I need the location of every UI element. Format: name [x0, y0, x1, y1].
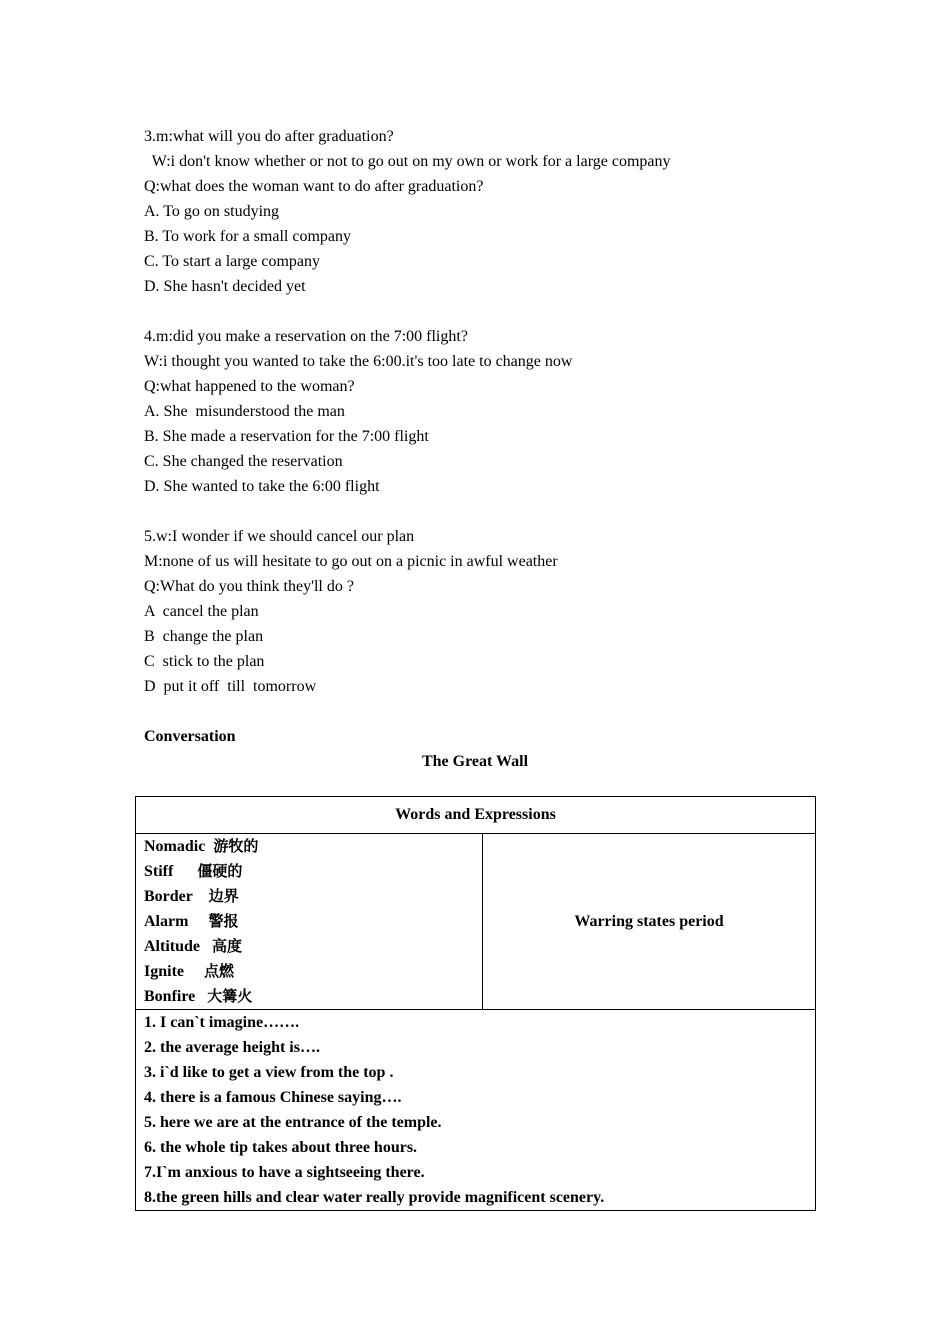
question-line: Q:what happened to the woman?	[144, 378, 355, 395]
answer-option: D put it off till tomorrow	[144, 678, 317, 695]
vocab-word: Altitude	[144, 938, 200, 955]
phrases-cell	[136, 1010, 816, 1211]
answer-option: B. To work for a small company	[144, 228, 351, 245]
vocab-translation: 高度	[212, 937, 243, 955]
answer-option: B change the plan	[144, 628, 264, 645]
vocab-translation: 警报	[208, 912, 239, 930]
phrase-item: 2. the average height is….	[144, 1039, 320, 1056]
question-5	[144, 524, 824, 699]
conversation-title: The Great Wall	[421, 753, 529, 770]
vocab-item	[144, 834, 482, 859]
question-3	[144, 124, 824, 299]
phrase-item: 6. the whole tip takes about three hours.	[144, 1139, 418, 1156]
vocab-item	[144, 959, 482, 984]
vocab-item	[144, 934, 482, 959]
vocab-word: Bonfire	[144, 988, 196, 1005]
answer-option: A. To go on studying	[144, 203, 280, 220]
phrase-item: 7.I`m anxious to have a sightseeing there.	[144, 1164, 425, 1181]
vocab-word: Ignite	[144, 963, 184, 980]
vocab-gap	[195, 988, 207, 1005]
words-table	[135, 796, 816, 1211]
table-header: Words and Expressions	[136, 797, 816, 834]
question-line: 3.m:what will you do after graduation?	[144, 128, 394, 145]
phrase-item: 3. i`d like to get a view from the top .	[144, 1064, 394, 1081]
phrase-item: 1. I can`t imagine…….	[144, 1014, 300, 1031]
phrase-item: 8.the green hills and clear water really provide magnificent scenery.	[144, 1189, 605, 1206]
question-line: W:i don't know whether or not to go out on my own or work for a large company	[148, 153, 671, 170]
vocab-word: Border	[144, 888, 193, 905]
vocab-gap	[200, 938, 212, 955]
answer-option: D. She wanted to take the 6:00 flight	[144, 478, 380, 495]
vocab-gap	[184, 963, 204, 980]
vocab-item	[144, 984, 482, 1009]
question-line: 5.w:I wonder if we should cancel our plan	[144, 528, 415, 545]
answer-option: C. To start a large company	[144, 253, 321, 270]
vocab-translation: 边界	[208, 887, 239, 905]
spacer	[144, 699, 824, 724]
question-line: W:i thought you wanted to take the 6:00.it's too late to change now	[144, 353, 573, 370]
vocab-translation: 僵硬的	[197, 862, 243, 880]
conversation-heading: Conversation	[144, 728, 236, 745]
answer-option: C stick to the plan	[144, 653, 265, 670]
vocab-word: Stiff	[144, 863, 174, 880]
answer-option: D. She hasn't decided yet	[144, 278, 306, 295]
vocab-item	[144, 859, 482, 884]
vocab-translation: 游牧的	[213, 837, 259, 855]
vocab-translation: 点燃	[204, 962, 235, 980]
vocab-word: Alarm	[144, 913, 189, 930]
vocab-gap	[193, 888, 209, 905]
question-line: Q:what does the woman want to do after graduation?	[144, 178, 484, 195]
vocab-translation: 大篝火	[207, 987, 253, 1005]
spacer	[144, 299, 824, 324]
question-line: M:none of us will hesitate to go out on a picnic in awful weather	[144, 553, 558, 570]
answer-option: A. She misunderstood the man	[144, 403, 345, 420]
vocab-cell	[136, 834, 483, 1010]
question-line: 4.m:did you make a reservation on the 7:00 flight?	[144, 328, 468, 345]
answer-option: B. She made a reservation for the 7:00 flight	[144, 428, 429, 445]
question-line: Q:What do you think they'll do ?	[144, 578, 354, 595]
vocab-gap	[173, 863, 197, 880]
document-body	[144, 124, 824, 774]
vocab-item	[144, 909, 482, 934]
spacer	[144, 499, 824, 524]
vocab-item	[144, 884, 482, 909]
period-cell: Warring states period	[483, 834, 816, 1010]
phrase-item: 5. here we are at the entrance of the temple.	[144, 1114, 442, 1131]
vocab-gap	[188, 913, 208, 930]
answer-option: A cancel the plan	[144, 603, 259, 620]
answer-option: C. She changed the reservation	[144, 453, 343, 470]
question-4	[144, 324, 824, 499]
vocab-word: Nomadic	[144, 838, 206, 855]
phrase-item: 4. there is a famous Chinese saying….	[144, 1089, 402, 1106]
